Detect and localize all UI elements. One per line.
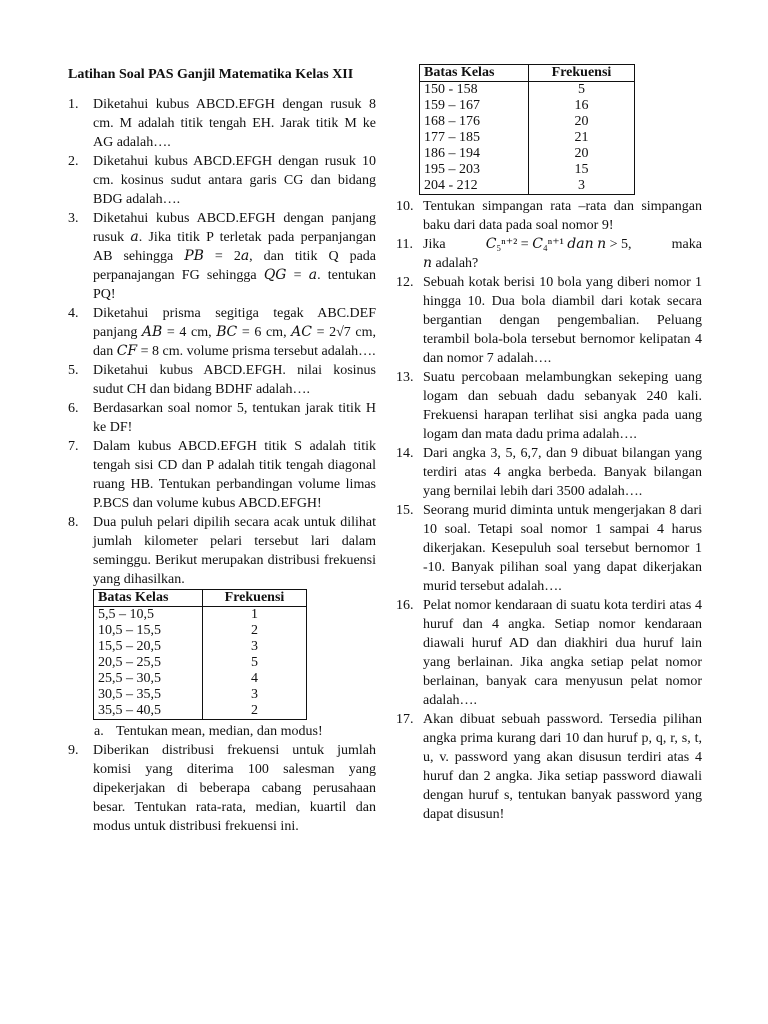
frequency-cell: 4 (203, 671, 307, 687)
page-title: Latihan Soal PAS Ganjil Matematika Kelas XII (68, 67, 354, 82)
table-row (94, 607, 307, 624)
table-row (420, 98, 635, 114)
question-text: Berdasarkan soal nomor 5, tentukan jarak titik H ke DF! (93, 401, 376, 435)
frequency-cell: 2 (203, 703, 307, 720)
question-list-right (396, 197, 702, 824)
question-text: Sebuah kotak berisi 10 bola yang diberi nomor 1 hingga 10. Dua bola diambil dari kotak secara bergantian dengan pengembalian. Peluang terambil bola-bola tersebut bernomor kelipatan 4 dan nomor 7 adalah…. (423, 275, 702, 366)
frequency-cell: 5 (529, 82, 635, 99)
question-15 (396, 501, 702, 596)
frequency-cell: 20 (529, 114, 635, 130)
question-6 (68, 399, 376, 437)
frequency-cell: 16 (529, 98, 635, 114)
question-1 (68, 95, 376, 152)
class-cell: 186 – 194 (420, 146, 529, 162)
question-prefix: Jika (423, 237, 446, 252)
frequency-cell: 3 (203, 639, 307, 655)
question-list-left-continued (68, 741, 376, 836)
subitem-label: a. (94, 724, 104, 739)
class-cell: 159 – 167 (420, 98, 529, 114)
table-row (420, 82, 635, 99)
question-7 (68, 437, 376, 513)
question-number: 11. (396, 237, 413, 252)
question-suffix: maka (671, 237, 702, 252)
table-row (94, 655, 307, 671)
table-row (94, 623, 307, 639)
question-4 (68, 304, 376, 361)
frequency-cell: 15 (529, 162, 635, 178)
question-text: Diberikan distribusi frekuensi untuk jumlah komisi yang diterima 100 salesman yang dipekerjakan di beberapa cabang perusahaan besar. Tentukan rata-rata, median, kuartil dan modus untuk distribusi frekuensi ini. (93, 743, 376, 834)
question-10 (396, 197, 702, 235)
question-12 (396, 273, 702, 368)
table-row (94, 703, 307, 720)
question-8 (68, 513, 376, 589)
question-11-line (423, 235, 702, 254)
question-number: 2. (68, 154, 79, 169)
subitem-text: Tentukan mean, median, dan modus! (116, 724, 323, 739)
question-text: Dalam kubus ABCD.EFGH titik S adalah titik tengah sisi CD dan P adalah titik tengah diagonal ruang HB. Tentukan perbandingan volume limas P.BCS dan volume kubus ABCD.EFGH! (93, 439, 376, 511)
table-row (420, 146, 635, 162)
right-column (396, 64, 702, 824)
table-row (94, 639, 307, 655)
question-number: 7. (68, 439, 79, 454)
question-number: 4. (68, 306, 79, 321)
class-cell: 30,5 – 35,5 (94, 687, 203, 703)
frequency-cell: 20 (529, 146, 635, 162)
question-text: Diketahui kubus ABCD.EFGH dengan rusuk 8 cm. M adalah titik tengah EH. Jarak titik M ke AG adalah…. (93, 97, 376, 150)
class-cell: 20,5 – 25,5 (94, 655, 203, 671)
table-header-row (420, 65, 635, 82)
question-text: Suatu percobaan melambungkan sekeping uang logam dan sebuah dadu sebanyak 240 kali. Frekuensi harapan terlihat sisi angka pada uang logam dan mata dadu prima adalah…. (423, 370, 702, 442)
table-row (94, 687, 307, 703)
question-number: 16. (396, 598, 414, 613)
frequency-table-q8 (93, 589, 307, 720)
question-3 (68, 209, 376, 304)
question-8-subitem-a (68, 722, 376, 741)
question-14 (396, 444, 702, 501)
question-number: 6. (68, 401, 79, 416)
table-row (420, 178, 635, 195)
table-header-row (94, 590, 307, 607)
question-text: Diketahui prisma segitiga tegak ABC.DEF panjang 𝐴𝐵 = 4 cm, 𝐵𝐶 = 6 cm, 𝐴𝐶 = 2√7 cm, dan 𝐶𝐹 = 8 cm. volume prisma tersebut adalah…. (93, 306, 376, 359)
question-number: 10. (396, 199, 414, 214)
class-cell: 15,5 – 20,5 (94, 639, 203, 655)
question-number: 15. (396, 503, 414, 518)
question-11-line-2: 𝑛 adalah? (423, 256, 479, 271)
table-row (94, 671, 307, 687)
left-column (68, 64, 376, 836)
table-row (420, 114, 635, 130)
frequency-cell: 2 (203, 623, 307, 639)
frequency-cell: 3 (203, 687, 307, 703)
question-number: 3. (68, 211, 79, 226)
question-text: Dua puluh pelari dipilih secara acak untuk dilihat jumlah kilometer pelari tersebut lari dalam seminggu. Berikut merupakan distribusi frekuensi yang dihasilkan. (93, 515, 376, 587)
column-header-frequency: Frekuensi (203, 590, 307, 607)
question-number: 1. (68, 97, 79, 112)
question-number: 9. (68, 743, 79, 758)
table-row (420, 162, 635, 178)
column-header-class: Batas Kelas (94, 590, 203, 607)
class-cell: 10,5 – 15,5 (94, 623, 203, 639)
frequency-table-q9 (419, 64, 635, 195)
question-13 (396, 368, 702, 444)
frequency-cell: 3 (529, 178, 635, 195)
question-text: Diketahui kubus ABCD.EFGH dengan rusuk 10 cm. kosinus sudut antara garis CG dan bidang BDG adalah…. (93, 154, 376, 207)
question-number: 17. (396, 712, 414, 727)
question-text: Pelat nomor kendaraan di suatu kota terdiri atas 4 huruf dan 4 angka. Setiap nomor kendaraan diawali huruf AD dan diakhiri dua huruf lain yang berlainan. Jika angka setiap pelat nomor berlainan, banyak cara menyusun pelat nomor adalah…. (423, 598, 702, 708)
class-cell: 204 - 212 (420, 178, 529, 195)
class-cell: 35,5 – 40,5 (94, 703, 203, 720)
question-2 (68, 152, 376, 209)
question-17 (396, 710, 702, 824)
question-number: 5. (68, 363, 79, 378)
class-cell: 5,5 – 10,5 (94, 607, 203, 624)
question-text: Akan dibuat sebuah password. Tersedia pilihan angka prima kurang dari 10 dan huruf p, q, r, s, t, u, v. password yang akan disusun terdiri atas 4 huruf dan 2 angka. Jika setiap password diawali dengan huruf s, tentukan banyak password yang dapat disusun! (423, 712, 702, 822)
frequency-cell: 5 (203, 655, 307, 671)
class-cell: 168 – 176 (420, 114, 529, 130)
table-row (420, 130, 635, 146)
class-cell: 150 - 158 (420, 82, 529, 99)
question-list-left (68, 95, 376, 589)
class-cell: 195 – 203 (420, 162, 529, 178)
question-11 (396, 235, 702, 273)
column-header-frequency: Frekuensi (529, 65, 635, 82)
question-text: Tentukan simpangan rata –rata dan simpangan baku dari data pada soal nomor 9! (423, 199, 702, 233)
question-number: 12. (396, 275, 414, 290)
class-cell: 177 – 185 (420, 130, 529, 146)
question-text: Seorang murid diminta untuk mengerjakan 8 dari 10 soal. Tetapi soal nomor 1 sampai 4 harus dikerjakan. Kesepuluh soal tersebut bernomor 1 -10. Banyak pilihan soal yang dapat dikerjakan murid tersebut adalah…. (423, 503, 702, 594)
question-16 (396, 596, 702, 710)
column-header-class: Batas Kelas (420, 65, 529, 82)
question-9 (68, 741, 376, 836)
question-number: 13. (396, 370, 414, 385)
question-text: Diketahui kubus ABCD.EFGH. nilai kosinus sudut CH dan bidang BDHF adalah…. (93, 363, 376, 397)
question-5 (68, 361, 376, 399)
question-number: 14. (396, 446, 414, 461)
question-number: 8. (68, 515, 79, 530)
question-text: Dari angka 3, 5, 6,7, dan 9 dibuat bilangan yang terdiri atas 4 angka berbeda. Banyak bilangan yang bernilai lebih dari 3500 adalah…. (423, 446, 702, 499)
class-cell: 25,5 – 30,5 (94, 671, 203, 687)
question-text: Diketahui kubus ABCD.EFGH dengan panjang rusuk 𝑎. Jika titik P terletak pada perpanjangan AB sehingga 𝑃𝐵 = 2𝑎, dan titik Q pada perpanajangan FG sehingga 𝑄𝐺 = 𝑎. tentukan PQ! (93, 211, 376, 302)
frequency-cell: 21 (529, 130, 635, 146)
frequency-cell: 1 (203, 607, 307, 624)
question-formula: 𝐶₅ⁿ⁺² = 𝐶₄ⁿ⁺¹ 𝑑𝑎𝑛 𝑛 > 5, (485, 237, 632, 252)
